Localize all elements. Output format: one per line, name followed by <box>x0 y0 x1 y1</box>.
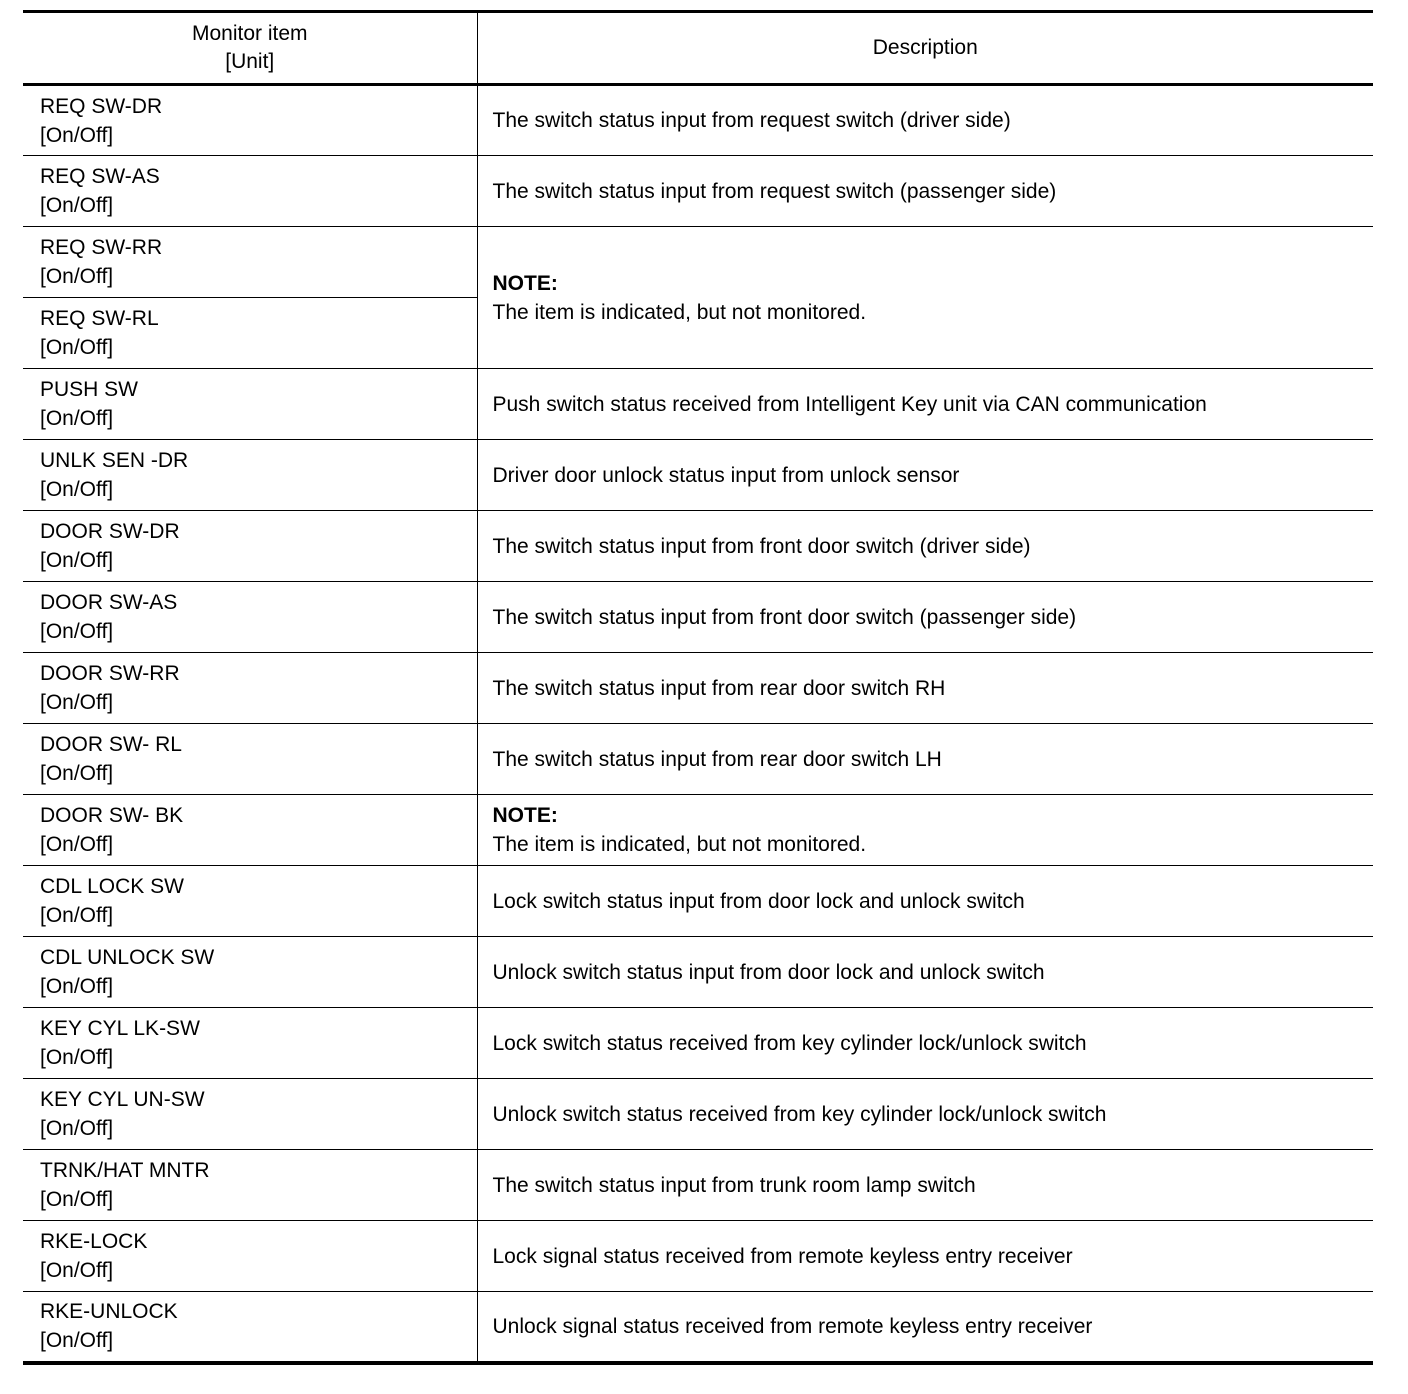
table-row <box>23 511 1373 582</box>
monitor-item-unit: [On/Off] <box>40 620 114 643</box>
description-cell: Lock switch status input from door lock and unlock switch <box>477 866 1373 937</box>
monitor-item-unit: [On/Off] <box>40 336 114 359</box>
description-cell: The switch status input from front door switch (driver side) <box>477 511 1373 582</box>
monitor-item-cell <box>23 937 477 1008</box>
monitor-item-name: UNLK SEN -DR <box>40 449 189 472</box>
monitor-item-unit: [On/Off] <box>40 691 114 714</box>
description-cell: Unlock switch status received from key cylinder lock/unlock switch <box>477 1079 1373 1150</box>
monitor-item-name: PUSH SW <box>40 378 139 401</box>
header-row <box>23 12 1373 85</box>
monitor-item-cell <box>23 156 477 227</box>
monitor-item-unit: [On/Off] <box>40 1188 114 1211</box>
monitor-item-name: CDL LOCK SW <box>40 875 184 898</box>
description-cell: Unlock signal status received from remote keyless entry receiver <box>477 1292 1373 1363</box>
table-row <box>23 440 1373 511</box>
monitor-item-name: TRNK/HAT MNTR <box>40 1159 210 1182</box>
description-cell: Driver door unlock status input from unlock sensor <box>477 440 1373 511</box>
monitor-item-name: CDL UNLOCK SW <box>40 946 215 969</box>
monitor-item-name: REQ SW-RR <box>40 236 163 259</box>
description-cell: Lock signal status received from remote keyless entry receiver <box>477 1221 1373 1292</box>
monitor-item-unit: [On/Off] <box>40 904 114 927</box>
monitor-item-name: RKE-LOCK <box>40 1230 148 1253</box>
monitor-item-cell <box>23 369 477 440</box>
monitor-item-cell <box>23 866 477 937</box>
monitor-item-name: DOOR SW-DR <box>40 520 180 543</box>
monitor-item-unit: [On/Off] <box>40 762 114 785</box>
description-cell: The switch status input from front door switch (passenger side) <box>477 582 1373 653</box>
unit-header-label: [Unit] <box>225 50 275 73</box>
monitor-item-unit: [On/Off] <box>40 478 114 501</box>
monitor-item-cell <box>23 440 477 511</box>
table-row <box>23 1221 1373 1292</box>
monitor-item-name: KEY CYL UN-SW <box>40 1088 205 1111</box>
description-cell: The switch status input from rear door switch LH <box>477 724 1373 795</box>
monitor-item-cell <box>23 1292 477 1363</box>
table-row <box>23 653 1373 724</box>
table-row <box>23 795 1373 866</box>
monitor-item-name: KEY CYL LK-SW <box>40 1017 200 1040</box>
table-row <box>23 937 1373 1008</box>
monitor-item-cell <box>23 298 477 369</box>
monitor-item-unit: [On/Off] <box>40 1329 114 1353</box>
note-text: The item is indicated, but not monitored. <box>492 833 867 856</box>
monitor-item-unit: [On/Off] <box>40 1117 114 1140</box>
monitor-item-cell <box>23 1150 477 1221</box>
table-row <box>23 1079 1373 1150</box>
description-cell: The switch status input from request switch (driver side) <box>477 85 1373 156</box>
table-row <box>23 156 1373 227</box>
monitor-item-cell <box>23 724 477 795</box>
monitor-item-cell <box>23 1008 477 1079</box>
monitor-item-name: REQ SW-AS <box>40 165 160 188</box>
monitor-item-name: DOOR SW- RL <box>40 733 182 756</box>
monitor-item-name: REQ SW-DR <box>40 94 163 118</box>
table-row <box>23 1150 1373 1221</box>
description-cell: Unlock switch status input from door lock and unlock switch <box>477 937 1373 1008</box>
monitor-item-cell <box>23 511 477 582</box>
table-row <box>23 724 1373 795</box>
monitor-item-header-label: Monitor item <box>191 22 308 45</box>
monitor-item-unit: [On/Off] <box>40 833 114 856</box>
table-row <box>23 369 1373 440</box>
note-description-cell <box>477 795 1373 866</box>
monitor-item-unit: [On/Off] <box>40 123 114 147</box>
table-row <box>23 1008 1373 1079</box>
monitor-item-unit: [On/Off] <box>40 1046 114 1069</box>
monitor-item-unit: [On/Off] <box>40 265 114 288</box>
table-row <box>23 227 1373 298</box>
description-cell: Lock switch status received from key cylinder lock/unlock switch <box>477 1008 1373 1079</box>
monitor-item-unit: [On/Off] <box>40 549 114 572</box>
note-description-cell <box>477 227 1373 369</box>
monitor-item-name: DOOR SW-RR <box>40 662 180 685</box>
description-cell: Push switch status received from Intelligent Key unit via CAN communication <box>477 369 1373 440</box>
table-row <box>23 866 1373 937</box>
monitor-item-name: DOOR SW- BK <box>40 804 184 827</box>
monitor-item-cell <box>23 1221 477 1292</box>
table-header <box>23 12 1373 85</box>
monitor-item-cell <box>23 85 477 156</box>
table-row <box>23 582 1373 653</box>
monitor-item-unit: [On/Off] <box>40 1259 114 1282</box>
monitor-item-table <box>23 10 1373 1365</box>
monitor-item-cell <box>23 653 477 724</box>
note-label: NOTE: <box>492 804 558 827</box>
monitor-item-cell <box>23 1079 477 1150</box>
monitor-item-header <box>23 12 477 85</box>
table-row <box>23 85 1373 156</box>
monitor-item-unit: [On/Off] <box>40 407 114 430</box>
monitor-item-unit: [On/Off] <box>40 975 114 998</box>
description-cell: The switch status input from rear door switch RH <box>477 653 1373 724</box>
description-header: Description <box>477 12 1373 85</box>
description-cell: The switch status input from request switch (passenger side) <box>477 156 1373 227</box>
table-body <box>23 85 1373 1363</box>
monitor-item-name: RKE-UNLOCK <box>40 1300 178 1324</box>
description-cell: The switch status input from trunk room lamp switch <box>477 1150 1373 1221</box>
note-label: NOTE: <box>492 271 558 295</box>
monitor-item-name: REQ SW-RL <box>40 307 159 330</box>
monitor-item-name: DOOR SW-AS <box>40 591 178 614</box>
monitor-item-cell <box>23 227 477 298</box>
table-row <box>23 1292 1373 1363</box>
monitor-item-unit: [On/Off] <box>40 194 114 217</box>
note-text: The item is indicated, but not monitored. <box>492 300 867 324</box>
monitor-item-cell <box>23 582 477 653</box>
monitor-item-cell <box>23 795 477 866</box>
